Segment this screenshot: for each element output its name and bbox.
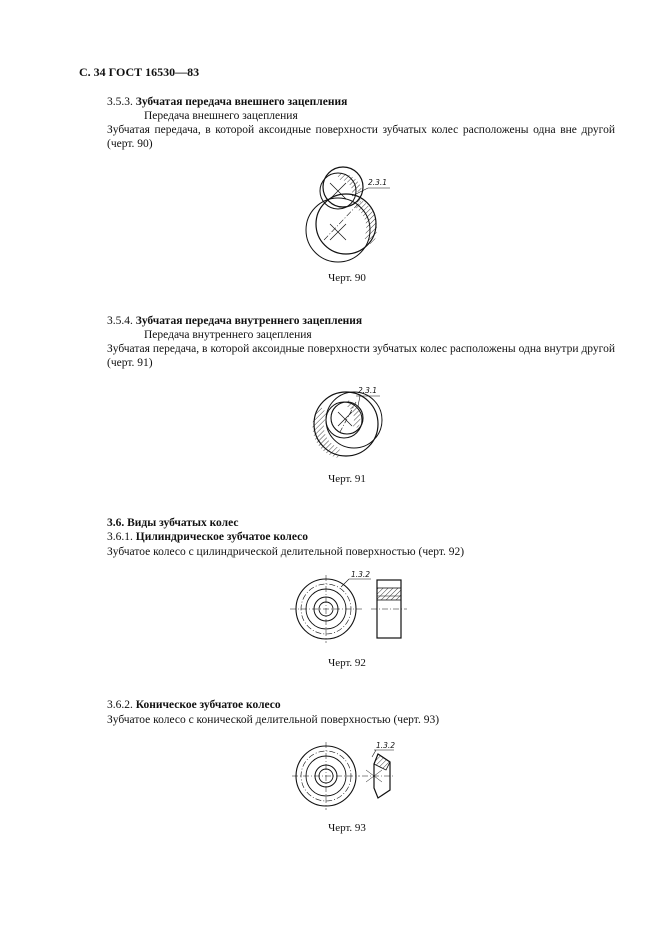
section-3-6-heading — [107, 516, 238, 530]
term-definition — [107, 342, 615, 370]
term-definition — [107, 123, 615, 151]
section-3-5-4-heading — [107, 314, 362, 328]
section-number: 3.5.4. — [107, 315, 133, 327]
figure-93-bevel-gear — [290, 742, 410, 817]
section-3-5-3-heading — [107, 95, 347, 109]
figure-91-internal-gearing — [300, 380, 410, 470]
figure-reference-label: 2.3.1 — [368, 178, 388, 187]
term-title: Коническое зубчатое колесо — [135, 699, 281, 711]
figure-caption: Черт. 93 — [328, 822, 366, 834]
figure-caption: Черт. 91 — [328, 473, 366, 485]
figure-reference-label: 1.3.2 — [376, 741, 396, 750]
term-definition: Зубчатое колесо с цилиндрической делительной поверхностью (черт. 92) — [107, 546, 465, 558]
term-title: Цилиндрическое зубчатое колесо — [135, 531, 308, 543]
term-title: Зубчатая передача внешнего зацепления — [135, 96, 348, 108]
term-definition: Зубчатое колесо с конической делительной поверхностью (черт. 93) — [107, 714, 440, 726]
figure-caption: Черт. 90 — [328, 272, 366, 284]
section-3-6-2-heading — [107, 698, 281, 712]
section-number: 3.6. — [107, 517, 125, 529]
section-title: Виды зубчатых колес — [127, 517, 239, 529]
definition-text: Зубчатая передача, в которой аксоидные поверхности зубчатых колес расположены одна внутри другой (черт. 91) — [107, 343, 615, 369]
term-synonym: Передача внутреннего зацепления — [144, 329, 312, 341]
figure-92-cylindrical-gear — [285, 572, 415, 647]
definition-text: Зубчатая передача, в которой аксоидные поверхности зубчатых колес расположены одна вне другой (черт. 90) — [107, 124, 615, 150]
term-title: Зубчатая передача внутреннего зацепления — [135, 315, 363, 327]
section-number: 3.5.3. — [107, 96, 133, 108]
term-synonym: Передача внешнего зацепления — [144, 110, 298, 122]
figure-caption: Черт. 92 — [328, 657, 366, 669]
section-number: 3.6.1. — [107, 531, 133, 543]
figure-reference-label: 2.3.1 — [358, 386, 378, 395]
figure-reference-label: 1.3.2 — [351, 570, 371, 579]
figure-90-external-gearing — [300, 160, 410, 270]
section-3-6-1-heading — [107, 530, 308, 544]
section-number: 3.6.2. — [107, 699, 133, 711]
page-header: С. 34 ГОСТ 16530—83 — [79, 65, 200, 79]
